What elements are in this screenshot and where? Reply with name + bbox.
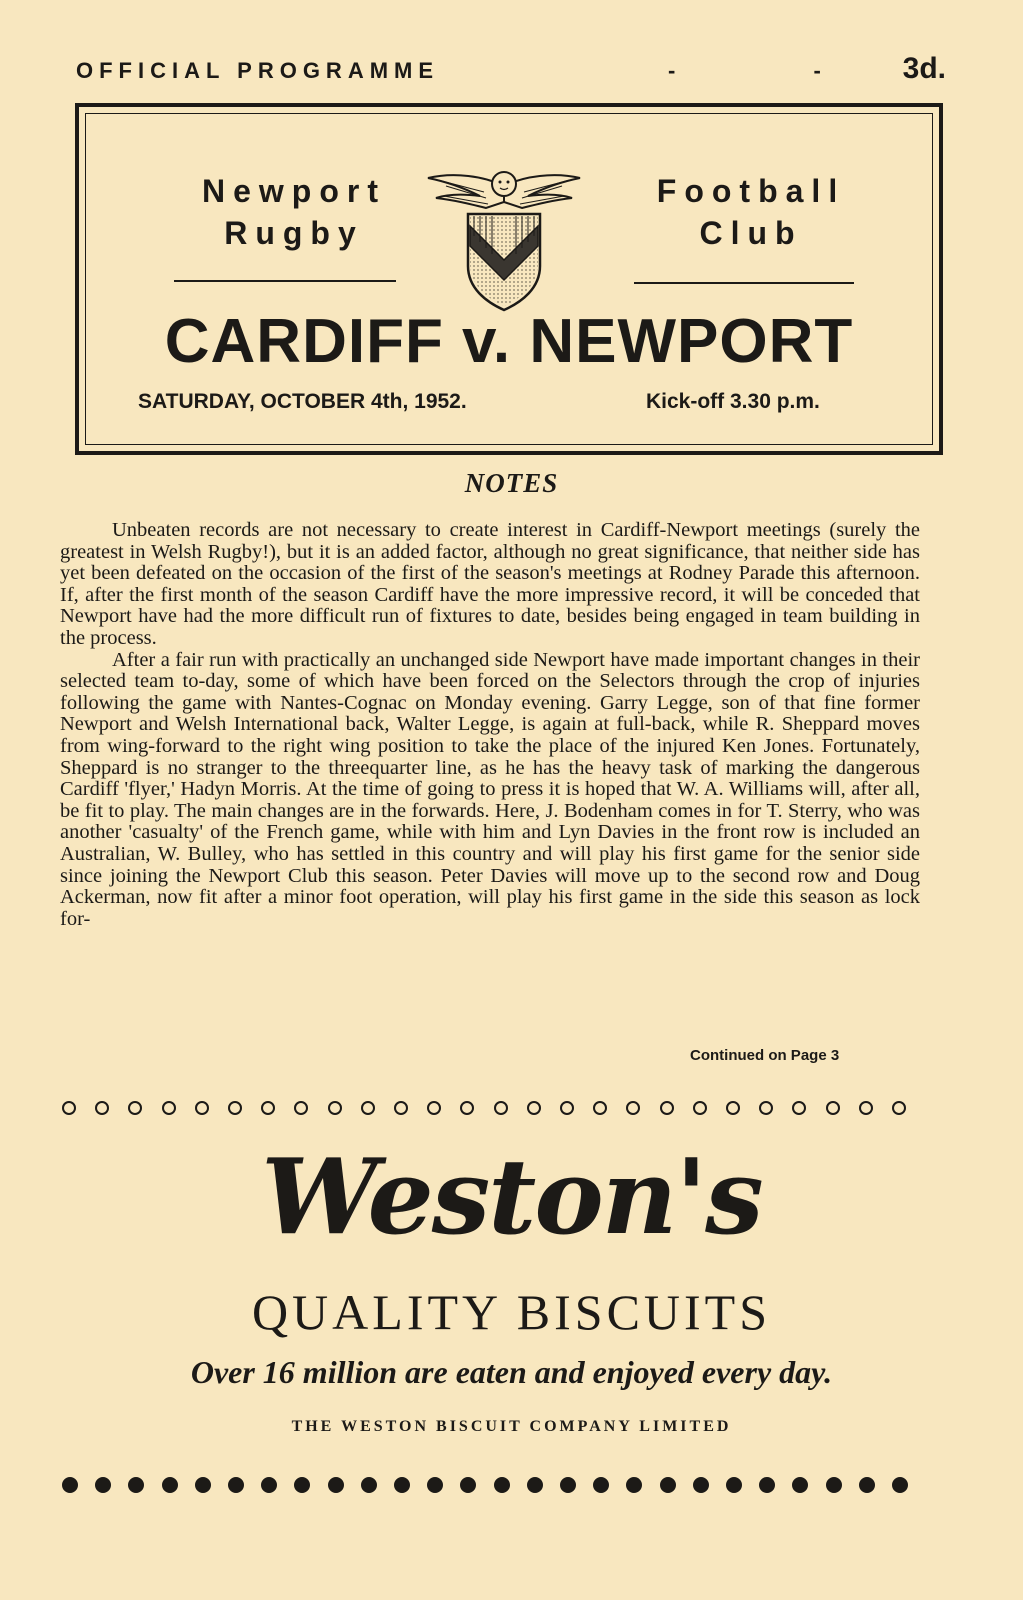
open-circle-icon — [892, 1101, 906, 1115]
open-circle-icon — [95, 1101, 109, 1115]
open-circle-icon — [460, 1101, 474, 1115]
filled-dot-icon — [826, 1477, 842, 1493]
open-circle-icon — [826, 1101, 840, 1115]
divider-right — [634, 282, 854, 284]
open-circle-icon — [294, 1101, 308, 1115]
open-circle-icon — [162, 1101, 176, 1115]
open-circle-icon — [62, 1101, 76, 1115]
open-circle-icon — [693, 1101, 707, 1115]
filled-dot-icon — [560, 1477, 576, 1493]
filled-dot-icon — [593, 1477, 609, 1493]
filled-dot-icon — [460, 1477, 476, 1493]
open-circle-icon — [859, 1101, 873, 1115]
continued-on-page-label: Continued on Page 3 — [690, 1047, 840, 1064]
club-name-right — [616, 170, 886, 254]
open-circle-icon — [328, 1101, 342, 1115]
open-circle-icon — [228, 1101, 242, 1115]
open-circle-icon — [726, 1101, 740, 1115]
masthead-inner-border — [85, 113, 933, 445]
open-circle-divider — [62, 1101, 908, 1121]
filled-dot-icon — [261, 1477, 277, 1493]
filled-dot-icon — [859, 1477, 875, 1493]
filled-dot-icon — [294, 1477, 310, 1493]
open-circle-icon — [759, 1101, 773, 1115]
open-circle-icon — [394, 1101, 408, 1115]
filled-dot-icon — [361, 1477, 377, 1493]
open-circle-icon — [527, 1101, 541, 1115]
advert-company-name: THE WESTON BISCUIT COMPANY LIMITED — [291, 1418, 732, 1435]
filled-dot-icon — [95, 1477, 111, 1493]
notes-heading: NOTES — [464, 468, 559, 498]
filled-dot-icon — [128, 1477, 144, 1493]
filled-dot-icon — [759, 1477, 775, 1493]
kickoff-time: Kick-off 3.30 p.m. — [646, 390, 820, 413]
filled-dot-icon — [328, 1477, 344, 1493]
masthead-box — [75, 103, 943, 455]
filled-dot-icon — [792, 1477, 808, 1493]
club-name-club: Club — [699, 215, 803, 251]
header-dashes: - - — [668, 58, 887, 83]
advert-slogan: Over 16 million are eaten and enjoyed every day. — [190, 1354, 833, 1390]
club-name-left — [164, 170, 424, 254]
filled-dot-icon — [693, 1477, 709, 1493]
top-strip — [76, 52, 946, 98]
winged-cherub-shield-icon — [424, 156, 584, 316]
advert-tagline: QUALITY BISCUITS — [251, 1284, 772, 1340]
filled-dot-icon — [527, 1477, 543, 1493]
notes-paragraph: After a fair run with practically an unchanged side Newport have made important changes in their selected team to-day, some of which have been forced on the Selectors through the crop of injuries following the game with Nantes-Cognac on Monday evening. Garry Legge, son of that fine former Newport and Welsh International back, Walter Legge, is again at full-back, while R. Sheppard moves from wing-forward to the right wing position to take the place of the injured Ken Jones. Fortunately, Sheppard is no stranger to the threequarter line, as he has the heavy task of marking the dangerous Cardiff 'flyer,' Hadyn Morris. At the time of going to press it is hoped that W. A. Williams will, after all, be fit to play. The main changes are in the forwards. Here, J. Bodenham comes in for T. Sterry, who was another 'casualty' of the French game, while with him and Lyn Davies in the front row is included an Australian, W. Bulley, who has settled in this country and will play his first game for the senior side since joining the Newport Club this season. Peter Davies will move up to the second row and Doug Ackerman, now fit after a minor foot operation, will play his first game in the side this season as lock for- — [60, 648, 920, 930]
filled-dot-icon — [228, 1477, 244, 1493]
notes-body — [60, 520, 920, 930]
filled-dot-icon — [494, 1477, 510, 1493]
filled-dot-icon — [162, 1477, 178, 1493]
open-circle-icon — [494, 1101, 508, 1115]
filled-dot-icon — [427, 1477, 443, 1493]
open-circle-icon — [560, 1101, 574, 1115]
open-circle-icon — [660, 1101, 674, 1115]
open-circle-icon — [128, 1101, 142, 1115]
filled-dot-icon — [394, 1477, 410, 1493]
filled-dot-icon — [726, 1477, 742, 1493]
open-circle-icon — [195, 1101, 209, 1115]
match-title: CARDIFF v. NEWPORT — [164, 307, 854, 376]
westons-logo: Weston's — [261, 1135, 762, 1258]
open-circle-icon — [626, 1101, 640, 1115]
filled-dot-icon — [195, 1477, 211, 1493]
divider-left — [174, 280, 396, 282]
open-circle-icon — [261, 1101, 275, 1115]
filled-dot-icon — [62, 1477, 78, 1493]
notes-paragraph: Unbeaten records are not necessary to create interest in Cardiff-Newport meetings (surely the greatest in Welsh Rugby!), but it is an added factor, although no great significance, that neither side has yet been defeated on the occasion of the first of the season's meetings at Rodney Parade this afternoon. If, after the first month of the season Cardiff have the more impressive record, it will be conceded that Newport have had the more difficult run of fixtures to date, besides being engaged in team building in the process. — [60, 519, 920, 649]
filled-dot-icon — [892, 1477, 908, 1493]
club-name-newport: Newport — [202, 173, 386, 209]
filled-dot-icon — [626, 1477, 642, 1493]
open-circle-icon — [792, 1101, 806, 1115]
filled-dot-divider — [62, 1477, 908, 1497]
club-name-football: Football — [656, 173, 846, 209]
official-programme-label: OFFICIAL PROGRAMME — [76, 58, 440, 83]
open-circle-icon — [361, 1101, 375, 1115]
open-circle-icon — [593, 1101, 607, 1115]
open-circle-icon — [427, 1101, 441, 1115]
price-label: 3d. — [902, 52, 946, 85]
filled-dot-icon — [660, 1477, 676, 1493]
match-date: SATURDAY, OCTOBER 4th, 1952. — [138, 390, 467, 413]
club-name-rugby: Rugby — [224, 215, 364, 251]
